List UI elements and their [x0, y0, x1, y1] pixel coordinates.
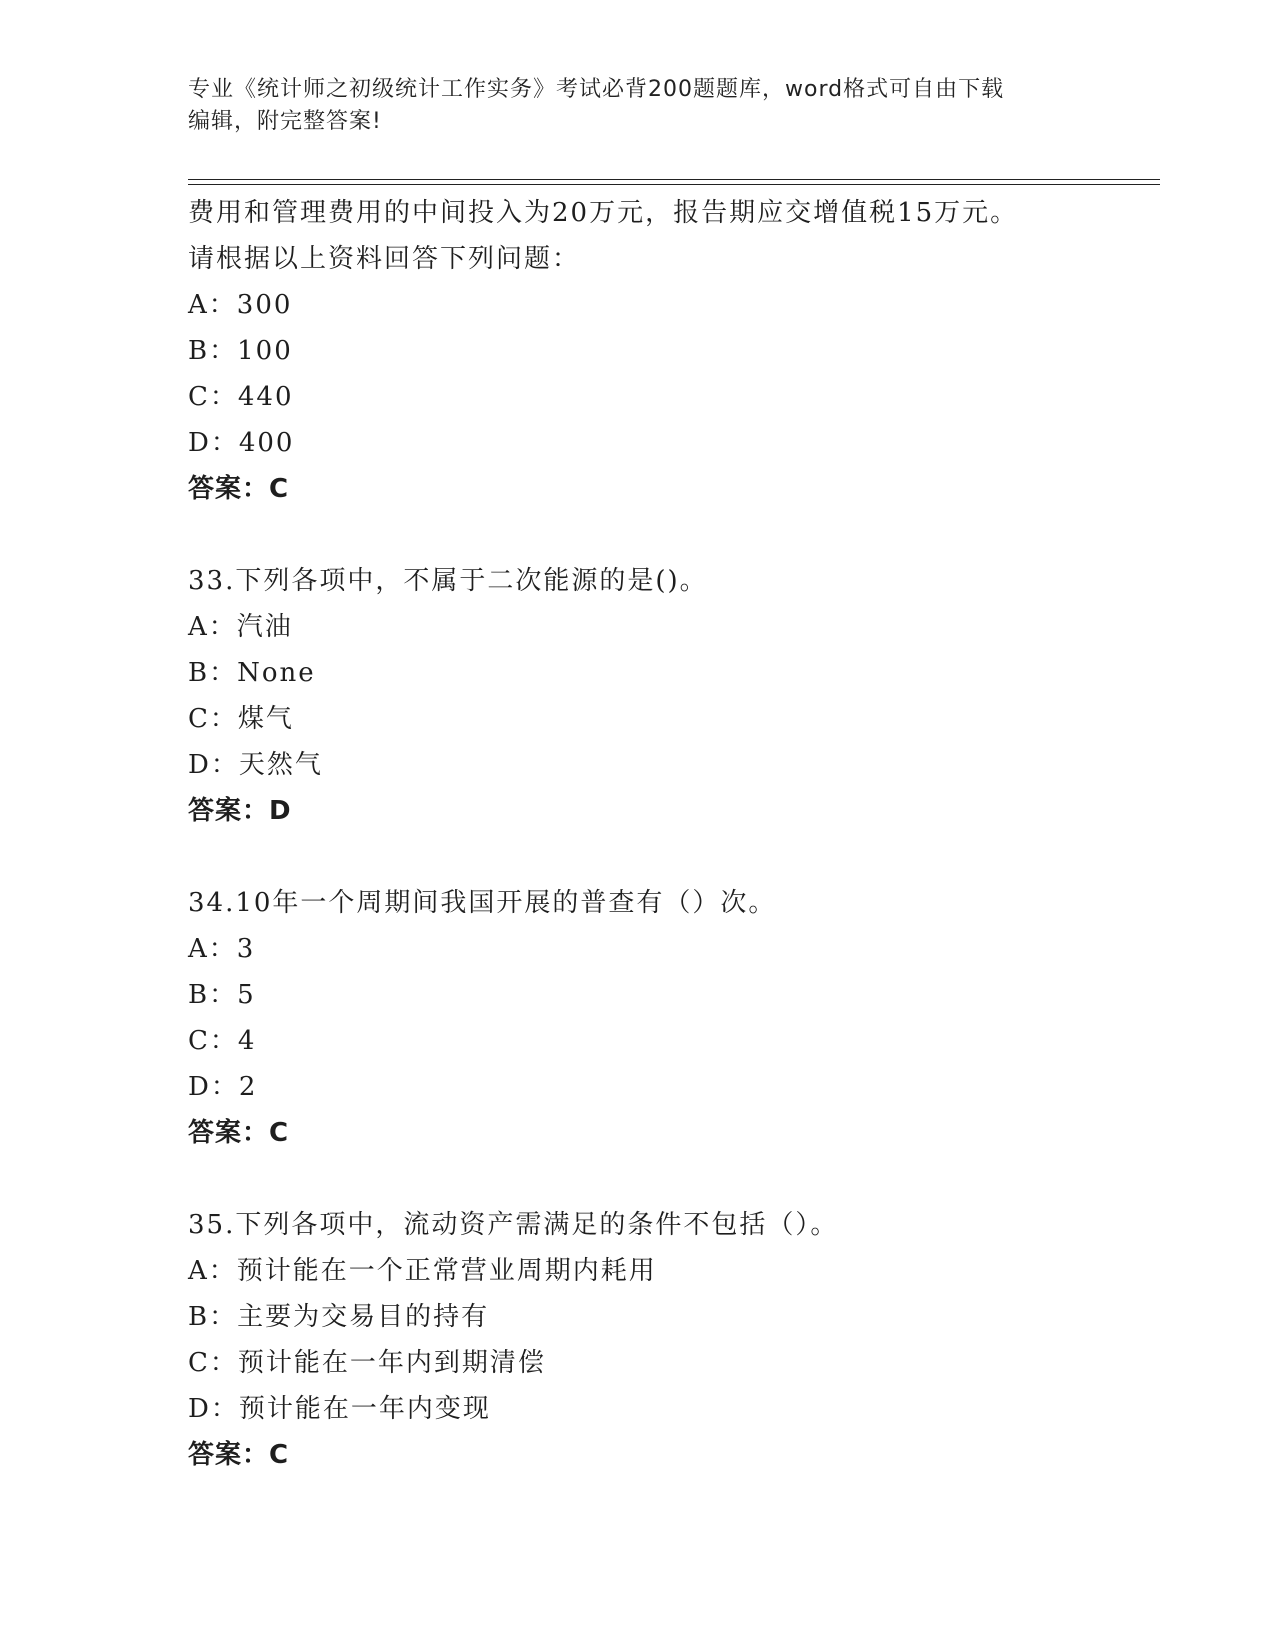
- question-text: 费用和管理费用的中间投入为20万元，报告期应交增值税15万元。: [188, 198, 1019, 228]
- option-a: A：汽油: [188, 612, 293, 642]
- question-35: [188, 1202, 1168, 1478]
- question-stem: 35.下列各项中，流动资产需满足的条件不包括（）。: [188, 1210, 839, 1240]
- header-divider-bottom: [188, 184, 1160, 185]
- answer: 答案：D: [188, 796, 292, 826]
- option-b: B：主要为交易目的持有: [188, 1302, 490, 1332]
- question-33: [188, 558, 1168, 834]
- answer: 答案：C: [188, 1440, 290, 1470]
- header-title-line-1: 专业《统计师之初级统计工作实务》考试必背200题题库，word格式可自由下载: [188, 77, 1005, 102]
- document-body: [188, 190, 1168, 1478]
- option-c: C：440: [188, 382, 294, 412]
- option-d: D：天然气: [188, 750, 323, 780]
- option-d: D：2: [188, 1072, 258, 1102]
- option-d: D：预计能在一年内变现: [188, 1394, 491, 1424]
- question-prompt: 请根据以上资料回答下列问题：: [188, 244, 581, 274]
- header-title-line-2: 编辑，附完整答案!: [188, 109, 382, 134]
- option-d: D：400: [188, 428, 295, 458]
- option-a: A：300: [188, 290, 293, 320]
- question-32-continued: [188, 190, 1168, 512]
- document-header: [188, 74, 1068, 138]
- answer: 答案：C: [188, 1118, 290, 1148]
- option-c: C：预计能在一年内到期清偿: [188, 1348, 546, 1378]
- question-stem: 34.10年一个周期间我国开展的普查有（）次。: [188, 888, 777, 918]
- answer: 答案：C: [188, 474, 290, 504]
- option-b: B：None: [188, 658, 316, 688]
- option-a: A：3: [188, 934, 256, 964]
- question-stem: 33.下列各项中，不属于二次能源的是()。: [188, 566, 708, 596]
- option-b: B：5: [188, 980, 256, 1010]
- option-c: C：煤气: [188, 704, 294, 734]
- option-c: C：4: [188, 1026, 257, 1056]
- header-divider-top: [188, 179, 1160, 180]
- question-34: [188, 880, 1168, 1156]
- option-a: A：预计能在一个正常营业周期内耗用: [188, 1256, 657, 1286]
- option-b: B：100: [188, 336, 293, 366]
